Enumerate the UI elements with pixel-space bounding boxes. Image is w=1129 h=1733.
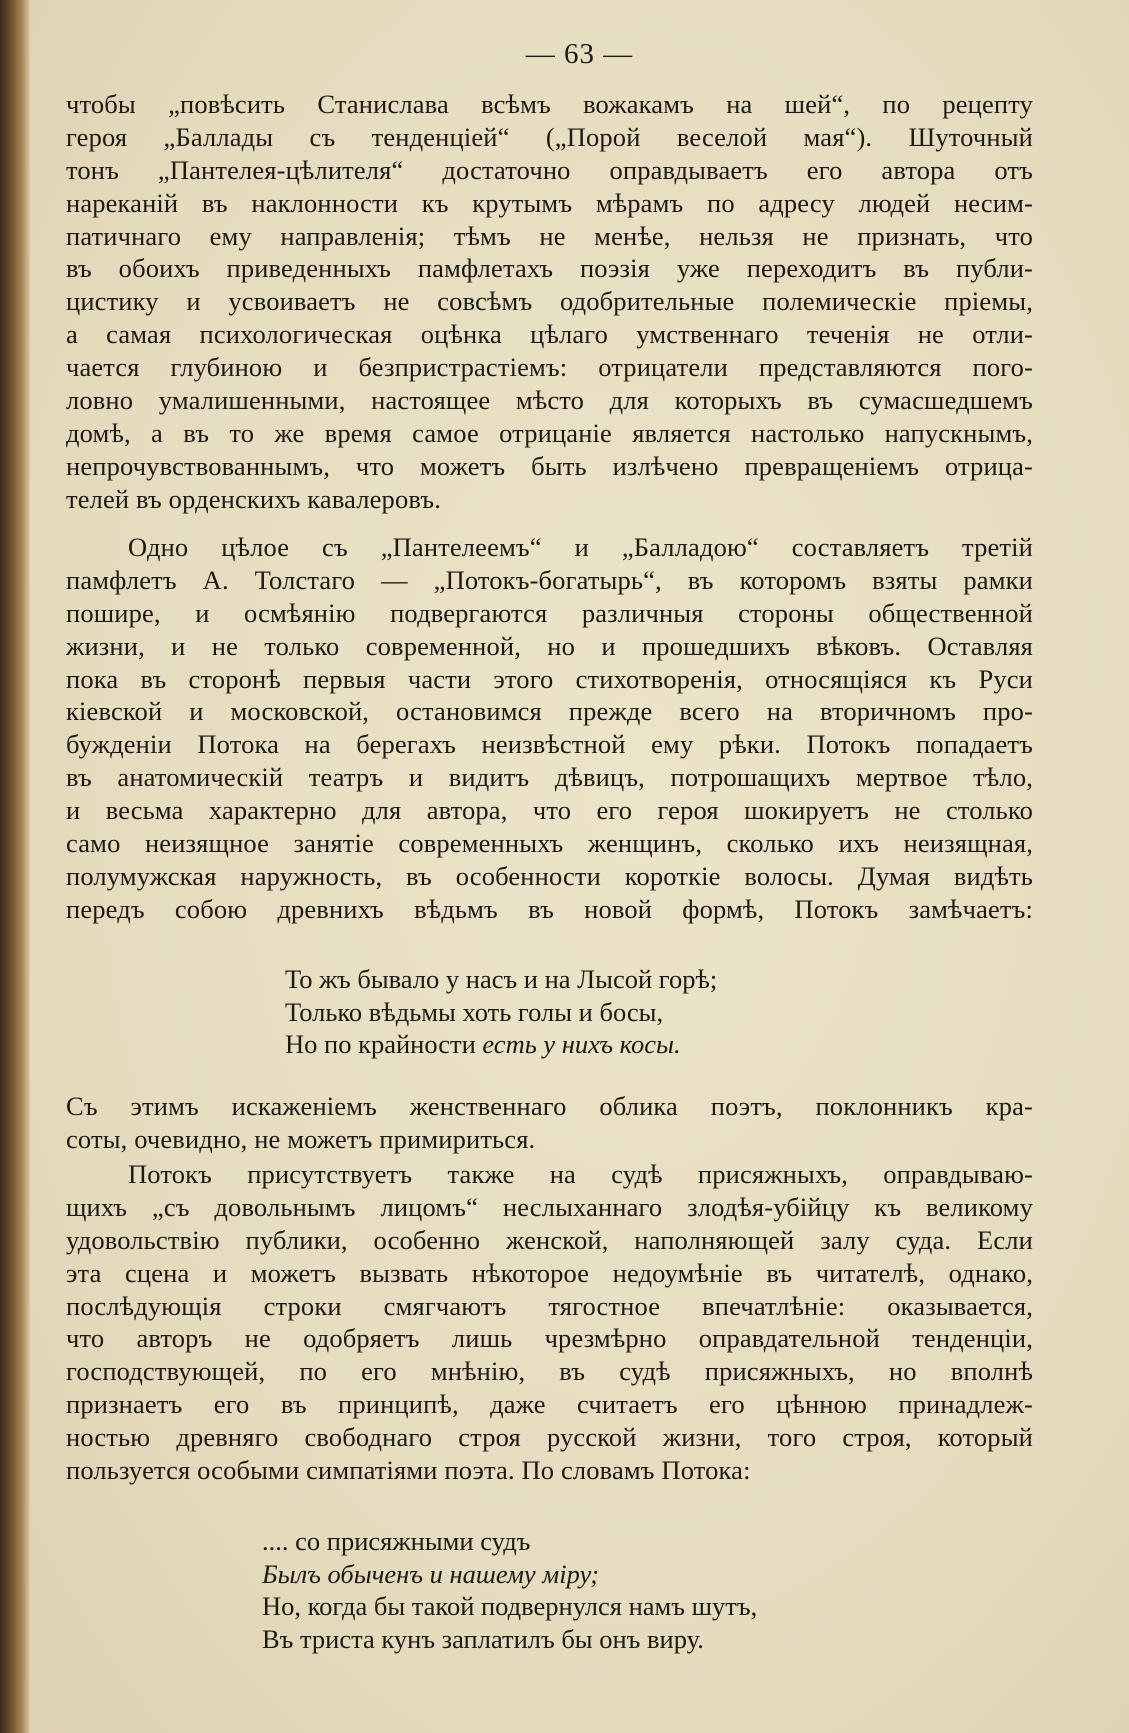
text-line: щихъ „съ довольнымъ лицомъ“ неслыханнаго злодѣя-убійцу къ великому xyxy=(66,1191,1033,1222)
text-line: и весьма характерно для автора, что его героя шокируетъ не столько xyxy=(66,795,1033,826)
text-line: патичнаго ему направленія; тѣмъ не менѣе, нельзя не признать, что xyxy=(66,220,1033,251)
text-line: домѣ, а въ то же время самое отрицаніе является настолько напускнымъ, xyxy=(66,417,1033,448)
verse-line: То жъ бывало у насъ и на Лысой горѣ; xyxy=(285,964,718,994)
verse-line-italic: Былъ обыченъ и нашему міру; xyxy=(262,1558,600,1589)
text-line: ловно умалишенными, настоящее мѣсто для которыхъ въ сумасшедшемъ xyxy=(66,385,1033,416)
verse-line: .... со присяжными судъ xyxy=(262,1526,531,1556)
text-line: удовольствію публики, особенно женской, наполняющей залу суда. Если xyxy=(66,1224,1033,1255)
verse-line: Но, когда бы такой подвернулся намъ шутъ, xyxy=(262,1591,758,1621)
text-line: что авторъ не одобряетъ лишь чрезмѣрно оправдательной тенденціи, xyxy=(66,1323,1033,1354)
text-line: эта сцена и можетъ вызвать нѣкоторое недоумѣніе въ читателѣ, однако, xyxy=(66,1257,1033,1288)
text-line: пошире, и осмѣянію подвергаются различныя стороны общественной xyxy=(66,597,1033,628)
text-line: кіевской и московской, остановимся прежде всего на вторичномъ про- xyxy=(66,696,1033,727)
verse-line xyxy=(285,1028,717,1061)
text-line: цистику и усвоиваетъ не совсѣмъ одобрительные полемическіе пріемы, xyxy=(66,286,1033,317)
text-line: пока въ сторонѣ первыя части этого стихотворенія, относящіяся къ Руси xyxy=(66,663,1033,694)
text-line: признаетъ его въ принципѣ, даже считаетъ его цѣнною принадлеж- xyxy=(66,1389,1033,1420)
text-line: телей въ орденскихъ кавалеровъ. xyxy=(66,483,441,514)
text-line: памфлетъ А. Толстаго — „Потокъ-богатырь“, въ которомъ взяты рамки xyxy=(66,564,1033,595)
text-line: нареканій въ наклонности къ крутымъ мѣрамъ по адресу людей несим- xyxy=(66,187,1033,218)
text-line: само неизящное занятіе современныхъ женщинъ, сколько ихъ неизящная, xyxy=(66,828,1033,859)
verse-quote-2 xyxy=(262,1525,757,1655)
text-line: Одно цѣлое съ „Пантелеемъ“ и „Балладою“ составляетъ третій xyxy=(128,532,1033,562)
verse-line-plain: Но по крайности xyxy=(285,1029,483,1059)
text-line: жизни, и не только современной, но и прошедшихъ вѣковъ. Оставляя xyxy=(66,630,1033,661)
text-line: героя „Баллады съ тенденціей“ („Порой веселой мая“). Шуточный xyxy=(66,121,1033,152)
text-line: соты, очевидно, не можетъ примириться. xyxy=(66,1123,536,1154)
verse-line: Только вѣдьмы хоть голы и босы, xyxy=(285,996,664,1027)
paragraph-3 xyxy=(66,1090,1033,1156)
page-number: — 63 — xyxy=(525,38,634,70)
text-line: чтобы „повѣсить Станислава всѣмъ вожакамъ на шей“, по рецепту xyxy=(66,89,1033,119)
text-line: а самая психологическая оцѣнка цѣлаго умственнаго теченія не отли- xyxy=(66,319,1033,350)
paragraph-4 xyxy=(66,1158,1033,1487)
paragraph-2 xyxy=(66,531,1033,926)
paragraph-1 xyxy=(66,88,1033,516)
text-line: полумужская наружность, въ особенности короткіе волосы. Думая видѣть xyxy=(66,860,1033,891)
verse-line: Въ триста кунъ заплатилъ бы онъ виру. xyxy=(262,1623,704,1654)
text-line: непрочувствованнымъ, что можетъ быть излѣчено превращеніемъ отрица- xyxy=(66,450,1033,481)
book-spine-shadow xyxy=(0,0,30,1733)
text-line: бужденіи Потока на берегахъ неизвѣстной ему рѣки. Потокъ попадаетъ xyxy=(66,729,1033,760)
text-line: передъ собою древнихъ вѣдьмъ въ новой формѣ, Потокъ замѣчаетъ: xyxy=(66,893,1033,924)
verse-line-italic: есть у нихъ косы. xyxy=(482,1029,681,1059)
text-line: чается глубиною и безпристрастіемъ: отрицатели представляются пого- xyxy=(66,352,1033,383)
text-line: господствующей, по его мнѣнію, въ судѣ присяжныхъ, но вполнѣ xyxy=(66,1356,1033,1387)
verse-quote-1 xyxy=(285,963,717,1061)
text-line: пользуется особыми симпатіями поэта. По словамъ Потока: xyxy=(66,1455,751,1486)
text-line: въ анатомическій театръ и видитъ дѣвицъ, потрошащихъ мертвое тѣло, xyxy=(66,762,1033,793)
text-line: въ обоихъ приведенныхъ памфлетахъ поэзія уже переходитъ въ публи- xyxy=(66,253,1033,284)
book-page xyxy=(30,0,1129,1733)
text-line: Съ этимъ искаженіемъ женственнаго облика поэтъ, поклонникъ кра- xyxy=(66,1091,1033,1121)
text-line: ностью древняго свободнаго строя русской жизни, того строя, который xyxy=(66,1422,1033,1453)
text-line: послѣдующія строки смягчаютъ тягостное впечатлѣніе: оказывается, xyxy=(66,1290,1033,1321)
text-line: тонъ „Пантелея-цѣлителя“ достаточно оправдываетъ его автора отъ xyxy=(66,154,1033,185)
verse-line xyxy=(262,1558,757,1591)
text-line: Потокъ присутствуетъ также на судѣ присяжныхъ, оправдываю- xyxy=(128,1159,1033,1189)
